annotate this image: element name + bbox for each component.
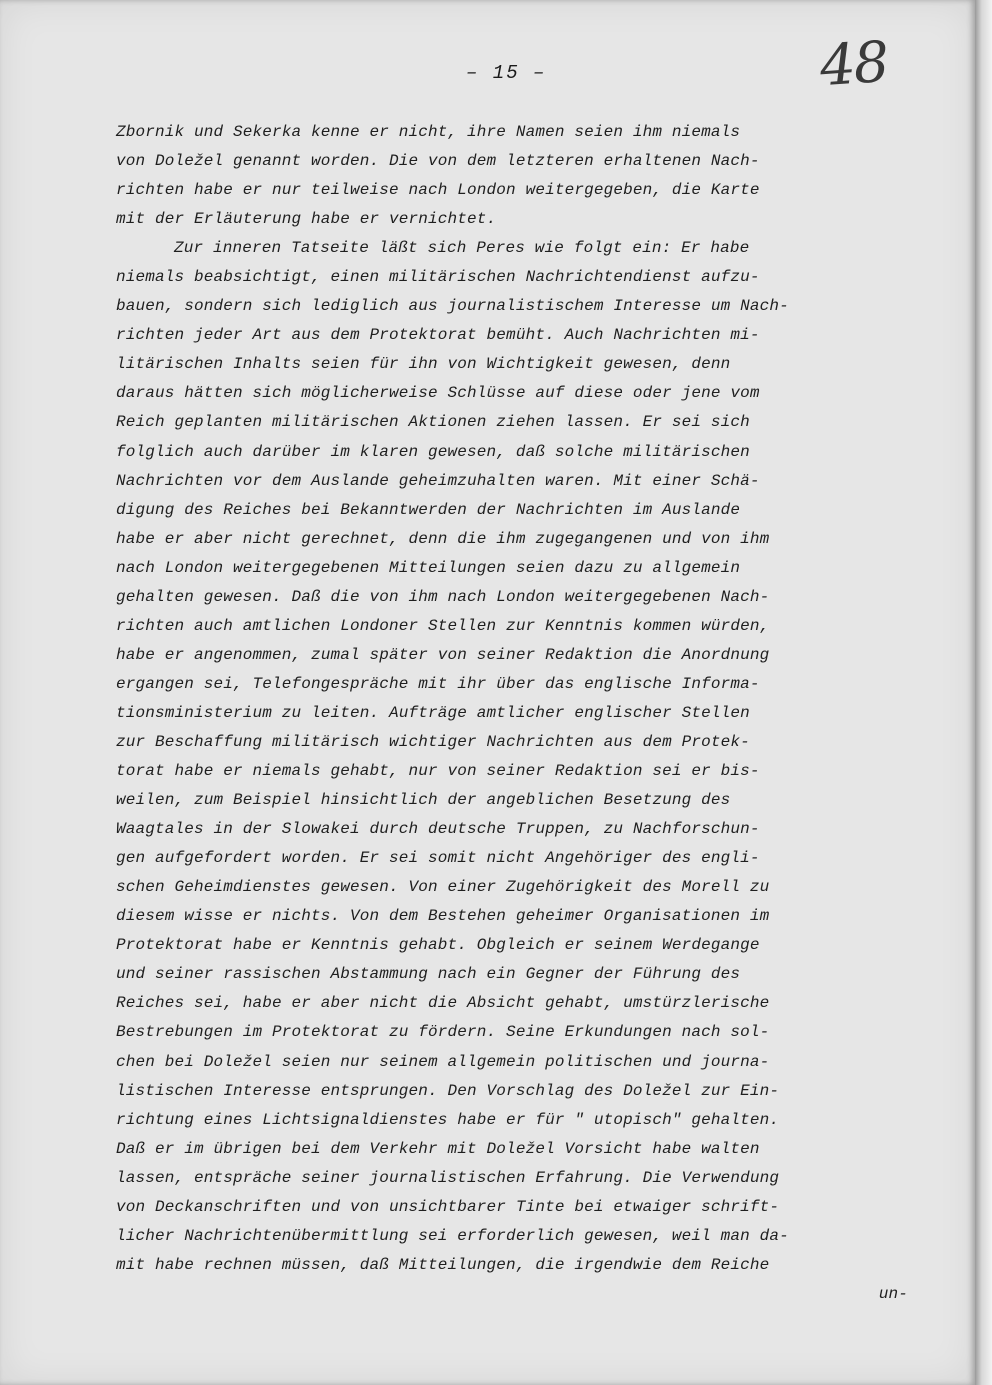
text-line: Reiches sei, habe er aber nicht die Absicht gehabt, umstürzlerische bbox=[116, 994, 770, 1013]
text-line: Zur inneren Tatseite läßt sich Peres wie folgt ein: Er habe bbox=[174, 239, 750, 258]
text-line: zur Beschaffung militärisch wichtiger Nachrichten aus dem Protek- bbox=[116, 732, 750, 751]
text-line: diesem wisse er nichts. Von dem Bestehen geheimer Organisationen im bbox=[116, 907, 770, 926]
text-line: richtung eines Lichtsignaldienstes habe er für " utopisch" gehalten. bbox=[116, 1110, 780, 1129]
text-line: torat habe er niemals gehabt, nur von seiner Redaktion sei er bis- bbox=[116, 762, 760, 781]
text-line: von Deckanschriften und von unsichtbarer Tinte bei etwaiger schrift- bbox=[116, 1197, 780, 1216]
text-line: lassen, entspräche seiner journalistischen Erfahrung. Die Verwendung bbox=[116, 1168, 780, 1187]
text-line: bauen, sondern sich lediglich aus journalistischem Interesse um Nach- bbox=[116, 297, 789, 316]
text-line: listischen Interesse entsprungen. Den Vorschlag des Doležel zur Ein- bbox=[116, 1081, 780, 1100]
text-line: habe er aber nicht gerechnet, denn die ihm zugegangenen und von ihm bbox=[116, 529, 770, 548]
text-line: Bestrebungen im Protektorat zu fördern. Seine Erkundungen nach sol- bbox=[116, 1023, 770, 1042]
text-line: richten habe er nur teilweise nach London weitergegeben, die Karte bbox=[116, 181, 760, 200]
catchword: un- bbox=[878, 1284, 908, 1303]
body-text bbox=[116, 118, 946, 1309]
text-line: folglich auch darüber im klaren gewesen, daß solche militärischen bbox=[116, 442, 750, 461]
text-line: richten auch amtlichen Londoner Stellen zur Kenntnis kommen würden, bbox=[116, 616, 770, 635]
text-line: licher Nachrichtenübermittlung sei erforderlich gewesen, weil man da- bbox=[116, 1226, 789, 1245]
text-line: niemals beabsichtigt, einen militärischen Nachrichtendienst aufzu- bbox=[116, 268, 760, 287]
text-line: und seiner rassischen Abstammung nach ein Gegner der Führung des bbox=[116, 965, 741, 984]
text-line: Nachrichten vor dem Auslande geheimzuhalten waren. Mit einer Schä- bbox=[116, 471, 760, 490]
text-line: Zbornik und Sekerka kenne er nicht, ihre Namen seien ihm niemals bbox=[116, 123, 741, 141]
text-line: nach London weitergegebenen Mitteilungen seien dazu zu allgemein bbox=[116, 558, 741, 577]
handwritten-archive-number: 48 bbox=[817, 29, 890, 100]
text-line: Daß er im übrigen bei dem Verkehr mit Doležel Vorsicht habe walten bbox=[116, 1139, 760, 1158]
text-line: Reich geplanten militärischen Aktionen ziehen lassen. Er sei sich bbox=[116, 413, 750, 432]
text-line: ergangen sei, Telefongespräche mit ihr über das englische Informa- bbox=[116, 674, 760, 693]
text-line: weilen, zum Beispiel hinsichtlich der angeblichen Besetzung des bbox=[116, 791, 731, 810]
text-line: digung des Reiches bei Bekanntwerden der Nachrichten im Auslande bbox=[116, 500, 741, 519]
text-line: Protektorat habe er Kenntnis gehabt. Obgleich er seinem Werdegange bbox=[116, 936, 760, 955]
text-line: habe er angenommen, zumal später von seiner Redaktion die Anordnung bbox=[116, 645, 770, 664]
text-line: von Doležel genannt worden. Die von dem letzteren erhaltenen Nach- bbox=[116, 152, 760, 171]
text-line: richten jeder Art aus dem Protektorat bemüht. Auch Nachrichten mi- bbox=[116, 326, 760, 345]
text-line: mit habe rechnen müssen, daß Mitteilungen, die irgendwie dem Reiche bbox=[116, 1255, 770, 1274]
text-line: Waagtales in der Slowakei durch deutsche Truppen, zu Nachforschun- bbox=[116, 820, 760, 839]
text-line: gehalten gewesen. Daß die von ihm nach London weitergegebenen Nach- bbox=[116, 587, 770, 606]
page-edge bbox=[975, 0, 992, 1385]
page-number: – 15 – bbox=[466, 62, 547, 84]
text-line: gen aufgefordert worden. Er sei somit nicht Angehöriger des engli- bbox=[116, 849, 760, 868]
text-line: mit der Erläuterung habe er vernichtet. bbox=[116, 210, 497, 229]
text-line: litärischen Inhalts seien für ihn von Wichtigkeit gewesen, denn bbox=[116, 355, 731, 374]
text-line: schen Geheimdienstes gewesen. Von einer Zugehörigkeit des Morell zu bbox=[116, 878, 770, 897]
text-line: daraus hätten sich möglicherweise Schlüsse auf diese oder jene vom bbox=[116, 384, 760, 403]
text-line: chen bei Doležel seien nur seinem allgemein politischen und journa- bbox=[116, 1052, 770, 1071]
text-line: tionsministerium zu leiten. Aufträge amtlicher englischer Stellen bbox=[116, 703, 750, 722]
